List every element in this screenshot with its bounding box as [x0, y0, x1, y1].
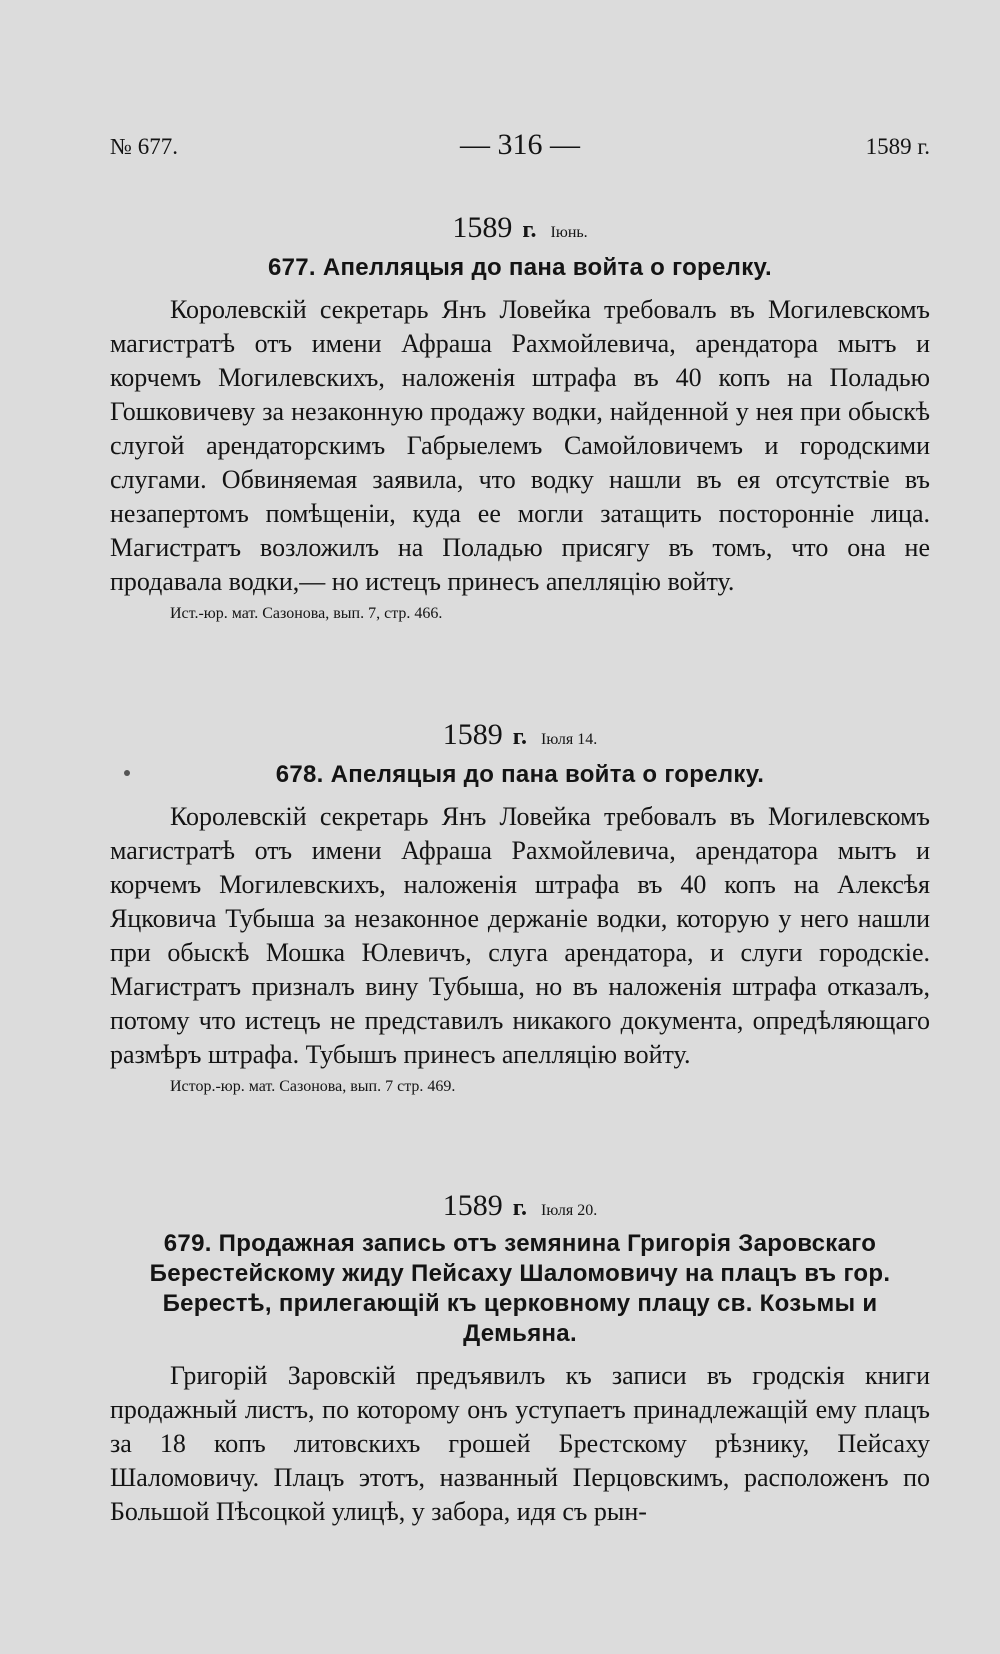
entry-677: [110, 205, 930, 625]
entry-title: 678. Апеляцыя до пана войта о горелку.: [275, 761, 765, 788]
entry-title: 679. Продажная запись отъ земянина Григорія Заровскаго Берестейскому жиду Пейсаху Шаломовичу на плацъ въ гор. Берестѣ, прилегающій къ церковному плацу св. Козьмы и Демьяна.: [149, 1230, 891, 1347]
entry-678: [110, 712, 930, 1098]
entry-year-suffix: г.: [512, 1195, 527, 1221]
entry-year: 1589: [442, 1189, 503, 1222]
entry-679: [110, 1183, 930, 1529]
entry-date: [110, 712, 930, 758]
entry-year: 1589: [442, 718, 503, 751]
entry-day: Іюнь.: [550, 224, 588, 241]
document-number: № 677.: [110, 134, 178, 159]
entry-day: Іюля 20.: [540, 1202, 598, 1219]
page-number: — 316 —: [460, 128, 580, 161]
entry-date: [110, 1183, 930, 1229]
running-head: [110, 128, 930, 168]
entry-source: Истор.-юр. мат. Сазонова, вып. 7 стр. 469.: [170, 1078, 456, 1095]
entry-year-suffix: г.: [512, 724, 527, 750]
header-year: 1589 г.: [865, 134, 930, 159]
entry-date: [110, 205, 930, 251]
entry-day: Іюля 14.: [540, 731, 598, 748]
entry-year-suffix: г.: [522, 217, 537, 243]
entry-body: Григорій Заровскій предъявилъ къ записи въ гродскія книги продажный листъ, по которому онъ уступаетъ принадлежащій ему плацъ за 18 копъ литовскихъ грошей Брестскому рѣзнику, Пейсаху Шаломовичу. Плацъ этотъ, названный Перцовскимъ, расположенъ по Большой Пѣсоцкой улицѣ, у забора, идя съ рын-: [110, 1361, 930, 1526]
entry-body: Королевскій секретарь Янъ Ловейка требовалъ въ Могилевскомъ магистратѣ отъ имени Афраша Рахмойлевича, арендатора мытъ и корчемъ Могилевскихъ, наложенія штрафа въ 40 копъ на Алексѣя Яцковича Тубыша за незаконное держаніе водки, которую у него нашли при обыскѣ Мошка Юлевичъ, слуга арендатора, и слуги городскіе. Магистратъ призналъ вину Тубыша, но въ наложенія штрафа отказалъ, потому что истецъ не представилъ никакого документа, опредѣляющаго размѣръ штрафа. Тубышъ принесъ апелляцію войту.: [110, 802, 930, 1069]
entry-source: Ист.-юр. мат. Сазонова, вып. 7, стр. 466.: [170, 605, 443, 622]
entry-year: 1589: [452, 211, 513, 244]
entry-body: Королевскій секретарь Янъ Ловейка требовалъ въ Могилевскомъ магистратѣ отъ имени Афраша Рахмойлевича, арендатора мытъ и корчемъ Могилевскихъ, наложенія штрафа въ 40 копъ на Поладью Гошковичеву за незаконную продажу водки, найденной у нея при обыскѣ слугой арендаторскимъ Габрыелемъ Самойловичемъ и городскими слугами. Обвиняемая заявила, что водку нашли въ ея отсутствіе въ незапертомъ помѣщеніи, куда ее могли затащить посторонніе лица. Магистратъ возложилъ на Поладью присягу въ томъ, что она не продавала водки,— но истецъ принесъ апелляцію войту.: [110, 295, 930, 596]
entry-title: 677. Апелляцыя до пана войта о горелку.: [267, 254, 773, 281]
